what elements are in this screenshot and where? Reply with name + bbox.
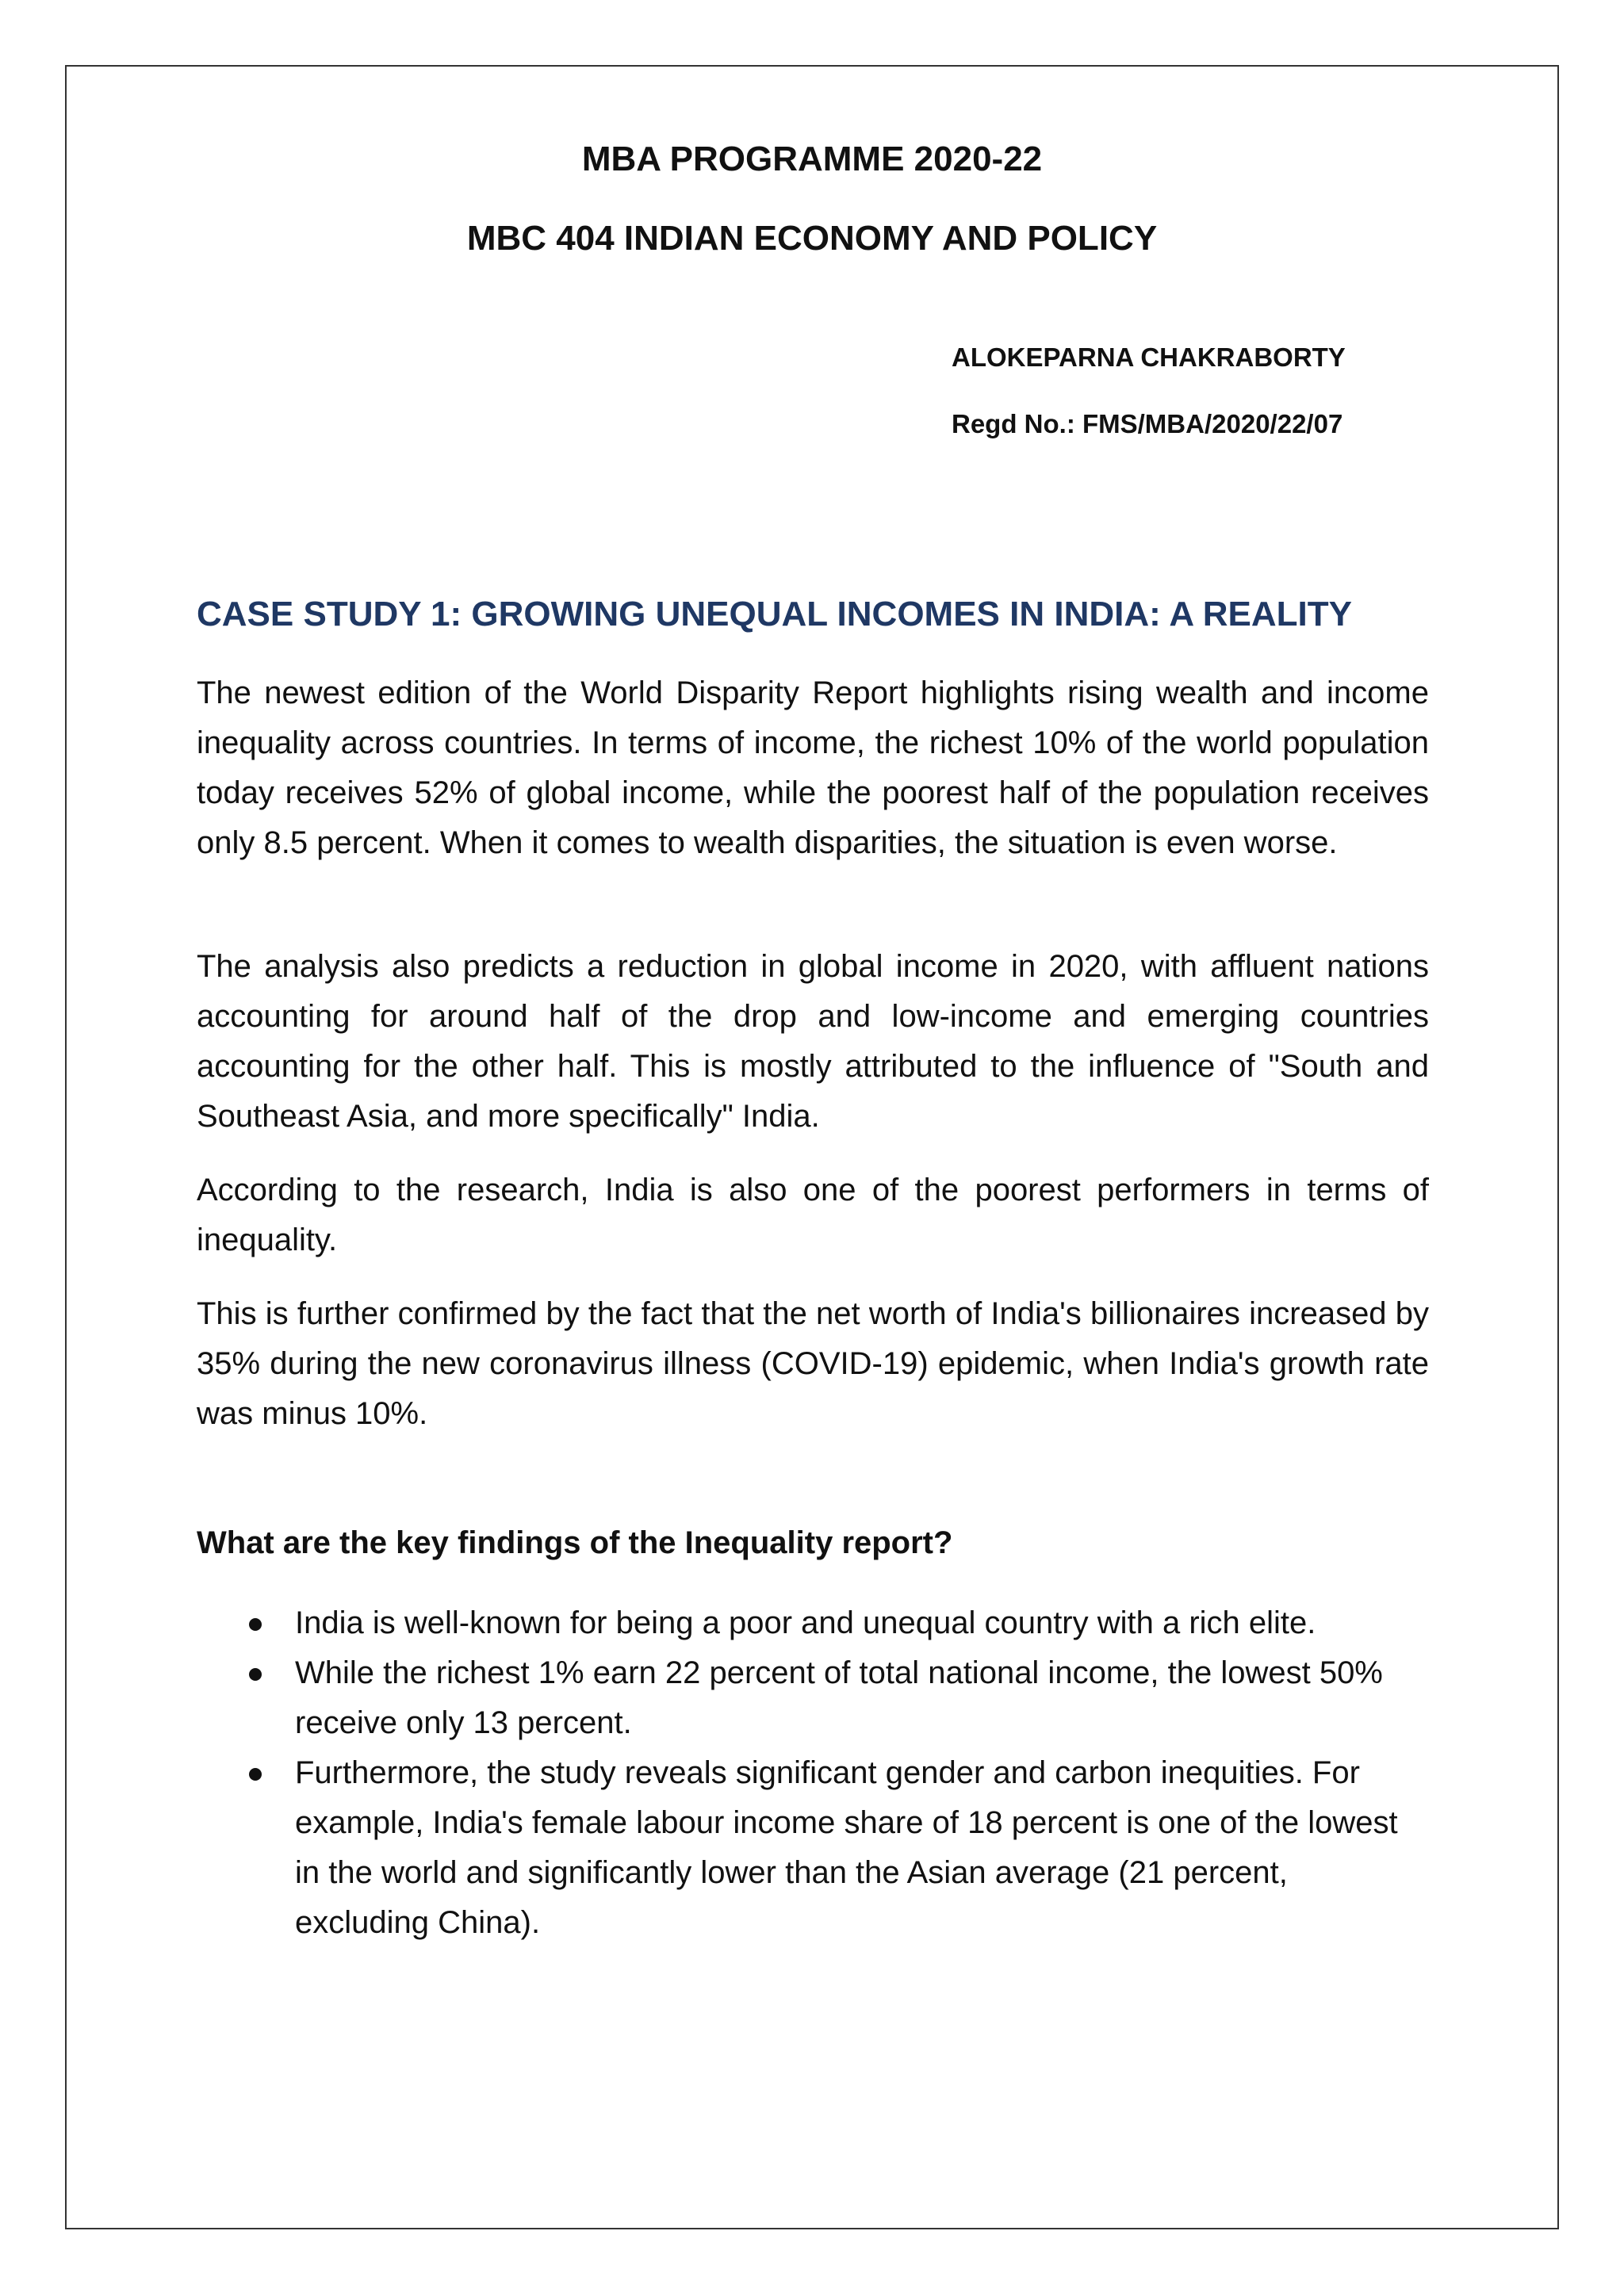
list-item-text: While the richest 1% earn 22 percent of total national income, the lowest 50% receive only 13 percent.: [295, 1655, 1383, 1740]
case-study-title: CASE STUDY 1: GROWING UNEQUAL INCOMES IN INDIA: A REALITY: [197, 595, 1352, 633]
list-item: [197, 1598, 1429, 1648]
paragraph: This is further confirmed by the fact that the net worth of India's billionaires increased by 35% during the new coronavirus illness (COVID-19) epidemic, when India's growth rate was minus 10%.: [197, 1296, 1429, 1431]
list-item-text: India is well-known for being a poor and unequal country with a rich elite.: [295, 1605, 1316, 1640]
findings-heading: What are the key findings of the Inequality report?: [197, 1525, 953, 1560]
findings-list: [197, 1598, 1429, 1948]
registration-number: Regd No.: FMS/MBA/2020/22/07: [952, 409, 1343, 438]
bullet-icon: [249, 1668, 262, 1681]
list-item-text: Furthermore, the study reveals significant gender and carbon inequities. For example, India's female labour income share of 18 percent is one of the lowest in the world and significantly lower than the Asian average (21 percent, excluding China).: [295, 1755, 1398, 1940]
paragraph: The newest edition of the World Disparity Report highlights rising wealth and income inequality across countries. In terms of income, the richest 10% of the world population today receives 52% of global income, while the poorest half of the population receives only 8.5 percent. When it comes to wealth disparities, the situation is even worse.: [197, 675, 1429, 860]
bullet-icon: [249, 1768, 262, 1781]
list-item: [197, 1648, 1429, 1748]
list-item: [197, 1748, 1429, 1948]
paragraph: According to the research, India is also one of the poorest performers in terms of inequality.: [197, 1173, 1429, 1257]
programme-heading: MBA PROGRAMME 2020-22: [581, 140, 1043, 178]
course-heading: MBC 404 INDIAN ECONOMY AND POLICY: [466, 219, 1158, 258]
paragraph: The analysis also predicts a reduction in global income in 2020, with affluent nations accounting for around half of the drop and low-income and emerging countries accounting for the other half. This is mostly attributed to the influence of "South and Southeast Asia, and more specifically" India.: [197, 949, 1429, 1134]
bullet-icon: [249, 1618, 262, 1631]
author-name: ALOKEPARNA CHAKRABORTY: [952, 342, 1346, 372]
